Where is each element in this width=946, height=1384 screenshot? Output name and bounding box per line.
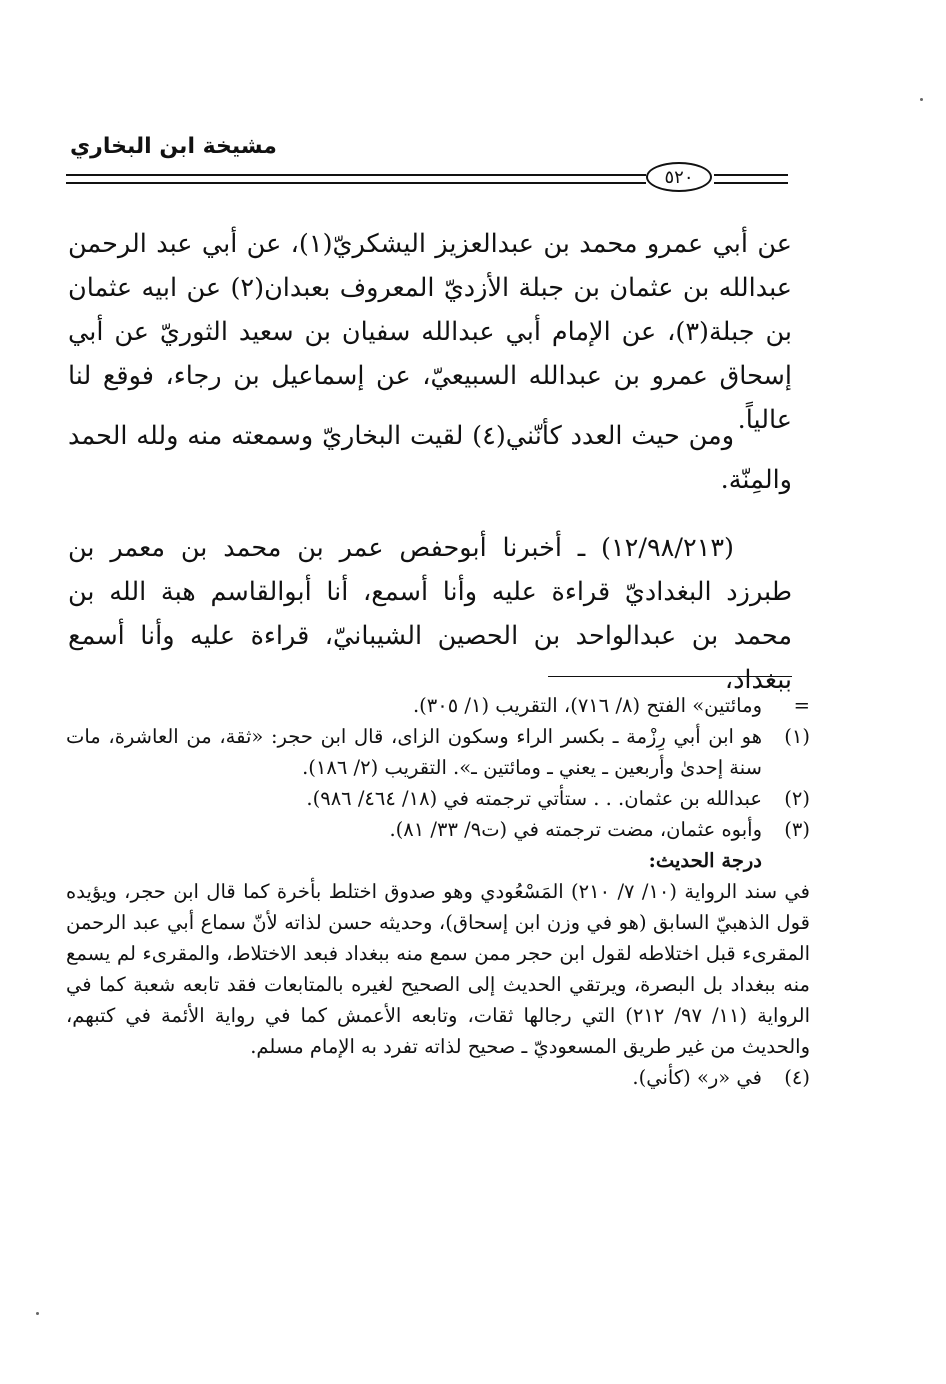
- hadith-grade-text: في سند الرواية (١٠/ ٧/ ٢١٠) المَسْعُودي وهو صدوق اختلط بأخرة كما قال ابن حجر، ويؤيده قول الذهبيّ السابق (هو في وزن ابن إسحاق)، وحديثه حسن لذاته لأنّ سماع أبي عبد الرحمن المقرىء قبل اختلاطه لقول ابن حجر ممن سمع منه ببغداد فبعد الاختلاط، والمقرىء لم يسمع منه ببغداد بل البصرة، ويرتقي الحديث إلى الصحيح لغيره بالمتابعات فقد تابعه شعبة كما في الرواية (١١/ ٩٧/ ٢١٢) التي رجالها ثقات، وتابعه الأعمش كما في رواية الأئمة في كتبهم، والحديث من غير طريق المسعوديّ ـ صحيح لذاته تفرد به الإمام مسلم.: [66, 880, 810, 1058]
- footnote-mark: (٢): [784, 787, 810, 810]
- footnote-1: [66, 721, 810, 783]
- hadith-grade-heading: درجة الحديث:: [648, 849, 762, 872]
- footnote-text: وأبوه عثمان، مضت ترجمته في (ت٩/ ٣٣/ ٨١).: [389, 818, 762, 841]
- header-rule-right-top: [714, 174, 788, 176]
- book-title: مشيخة ابن البخاري: [70, 134, 277, 159]
- footnote-mark: (٣): [784, 818, 810, 841]
- footnote-continued: [66, 690, 810, 721]
- header-rule-top: [66, 174, 646, 176]
- footnote-2: [66, 783, 810, 814]
- body-paragraph-3: (١٢/٩٨/٢١٣) ـ أخبرنا أبوحفص عمر بن محمد بن معمر بن طبرزد البغداديّ قراءة عليه وأنا أسمع، أنا أبوالقاسم هبة الله بن محمد بن عبدالواحد بن الحصين الشيبانيّ، قراءة عليه وأنا أسمع ببغداد،: [68, 533, 792, 695]
- header-rule-right-bottom: [714, 182, 788, 184]
- body-paragraph-2: ومن حيث العدد كأنّني(٤) لقيت البخاريّ وسمعته منه ولله الحمد والمِنّة.: [68, 421, 792, 495]
- footnote-3: [66, 814, 810, 845]
- scan-speck: [36, 1312, 39, 1315]
- body-paragraph-1: عن أبي عمرو محمد بن عبدالعزيز اليشكريّ(١)، عن أبي عبد الرحمن عبدالله بن عثمان بن جبلة الأزديّ المعروف بعبدان(٢) عن ابيه عثمان بن جبلة(٣)، عن الإمام أبي عبدالله سفيان بن سعيد الثوريّ عن أبي إسحاق عمرو بن عبدالله السبيعيّ، عن إسماعيل بن رجاء، فوقع لنا عالياً.: [68, 229, 793, 435]
- footnote-separator: [548, 676, 792, 677]
- footnote-text: في «ر» (كأني).: [632, 1066, 762, 1089]
- footnote-4: [66, 1062, 810, 1093]
- footnotes: [66, 690, 810, 1093]
- footnote-mark: (٤): [784, 1066, 810, 1089]
- footnote-text: عبدالله بن عثمان. . . ستأتي ترجمته في (١٨/ ٤٦٤/ ٩٨٦).: [306, 787, 762, 810]
- header-rule-bottom: [66, 182, 646, 184]
- footnote-text: ومائتين» الفتح (٨/ ٧١٦)، التقريب (١/ ٣٠٥).: [412, 694, 762, 717]
- page-number: ٥٢٠: [646, 162, 712, 192]
- footnote-mark: (١): [784, 725, 810, 748]
- scan-speck: [920, 98, 923, 101]
- footnote-mark: =: [793, 694, 810, 717]
- footnote-text: هو ابن أبي رِزْمة ـ بكسر الراء وسكون الزاى، قال ابن حجر: «ثقة، من العاشرة، مات سنة إحدىٰ وأربعين ـ يعني ـ ومائتين ـ». التقريب (٢/ ١٨٦).: [66, 725, 762, 779]
